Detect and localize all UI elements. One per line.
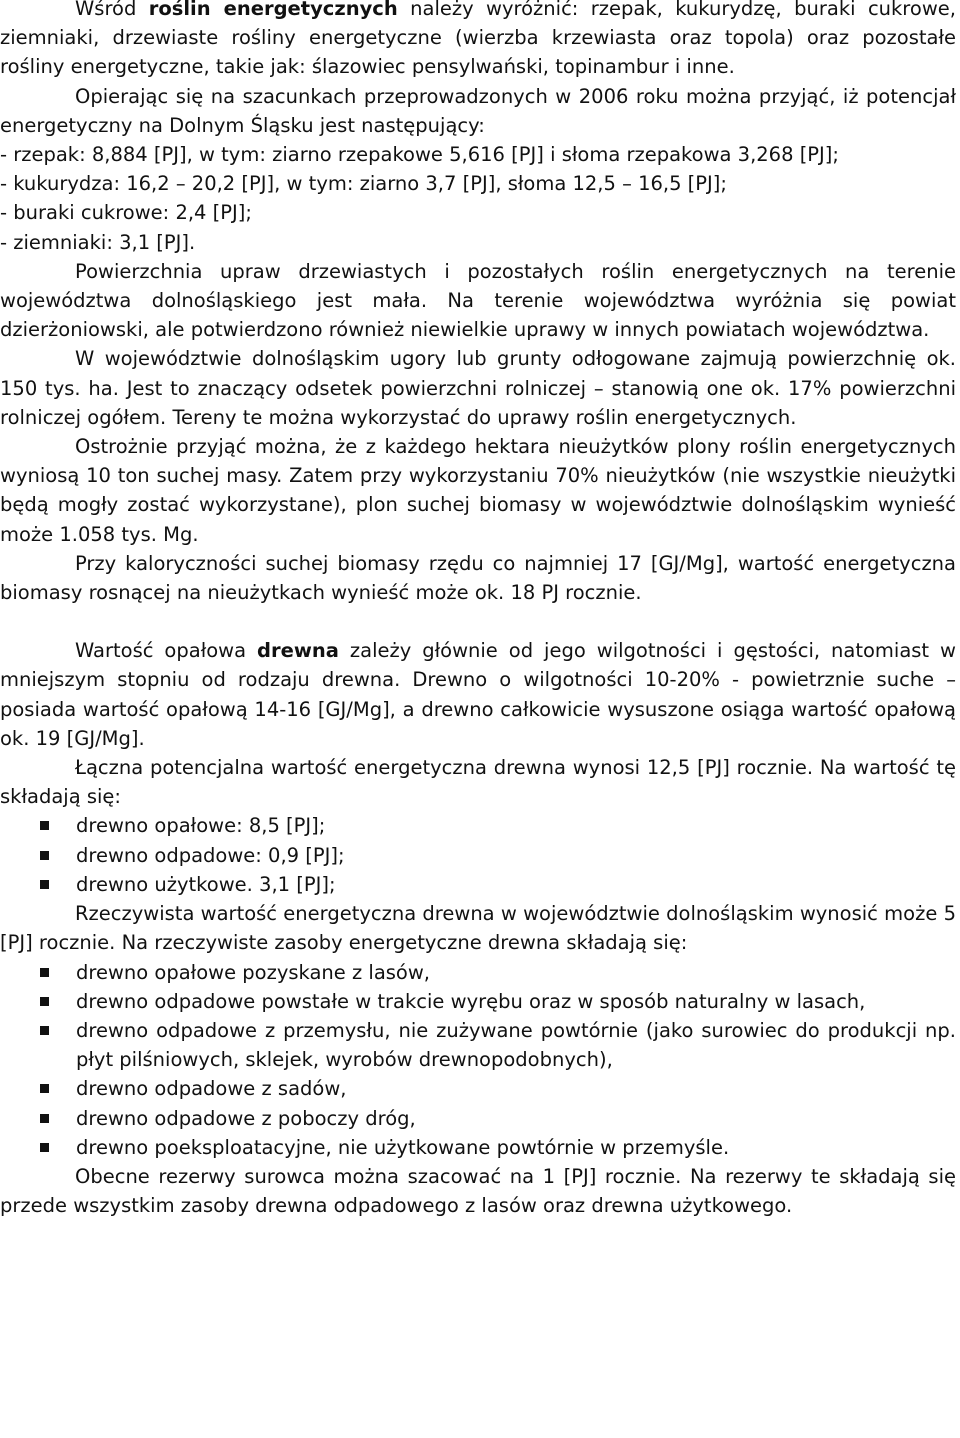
bullet-square-icon bbox=[40, 997, 49, 1006]
text: Wśród bbox=[75, 0, 149, 20]
bullet-square-icon bbox=[40, 880, 49, 889]
potential-item-rapeseed: - rzepak: 8,884 [PJ], w tym: ziarno rzepakowe 5,616 [PJ] i słoma rzepakowa 3,268 [PJ]; bbox=[0, 143, 839, 167]
paragraph-biomass-energy: Przy kaloryczności suchej biomasy rzędu co najmniej 17 [GJ/Mg], wartość energetyczna biomasy rosnącej na nieużytkach wynieść może ok. 18 PJ rocznie. bbox=[0, 551, 956, 605]
paragraph-energy-crops bbox=[0, 0, 956, 82]
wood-components-list bbox=[0, 811, 956, 899]
bold-term: drewna bbox=[257, 639, 339, 663]
list-item bbox=[0, 987, 956, 1016]
list-item bbox=[0, 870, 956, 899]
list-item bbox=[0, 1133, 956, 1162]
potential-item-sugar-beet: - buraki cukrowe: 2,4 [PJ]; bbox=[0, 201, 252, 225]
list-item bbox=[0, 1016, 956, 1074]
list-item bbox=[0, 1074, 956, 1103]
bullet-square-icon bbox=[40, 851, 49, 860]
text: należy wyróżnić: rzepak, kukurydzę, buraki cukrowe, ziemniaki, drzewiaste rośliny energetyczne (wierzba krzewiasta oraz topola) oraz pozostałe rośliny energetyczne, takie jak: ślazowiec pensylwański, topinambur i inne. bbox=[0, 0, 956, 79]
paragraph-wood-calorific bbox=[0, 636, 956, 753]
list-item-text: drewno odpadowe z sadów, bbox=[76, 1077, 347, 1101]
list-item-text: drewno odpadowe z przemysłu, nie zużywane powtórnie (jako surowiec do produkcji np. płyt pilśniowych, sklejek, wyrobów drewnopodobnych), bbox=[76, 1018, 956, 1072]
bold-term: roślin energetycznych bbox=[148, 0, 398, 20]
list-item bbox=[0, 811, 956, 840]
list-item-text: drewno poeksploatacyjne, nie użytkowane powtórnie w przemyśle. bbox=[76, 1135, 730, 1159]
paragraph-actual-wood-value: Rzeczywista wartość energetyczna drewna w województwie dolnośląskim wynosić może 5 [PJ] rocznie. Na rzeczywiste zasoby energetyczne drewna składają się: bbox=[0, 902, 956, 955]
list-item-text: drewno odpadowe z poboczy dróg, bbox=[76, 1106, 416, 1130]
bullet-square-icon bbox=[40, 1026, 49, 1035]
bullet-square-icon bbox=[40, 1114, 49, 1123]
paragraph-wasteland-yield: Ostrożnie przyjąć można, że z każdego hektara nieużytków plony roślin energetycznych wyniosą 10 ton suchej masy. Zatem przy wykorzystaniu 70% nieużytków (nie wszystkie nieużytki będą mogły zostać wykorzystane), plon suchej biomasy w województwie dolnośląskim wynieść może 1.058 tys. Mg. bbox=[0, 435, 956, 546]
paragraph-reserves: Obecne rezerwy surowca można szacować na 1 [PJ] rocznie. Na rezerwy te składają się przede wszystkim zasoby drewna odpadowego z lasów oraz drewna użytkowego. bbox=[0, 1164, 956, 1218]
bullet-square-icon bbox=[40, 821, 49, 830]
paragraph-woody-crops: Powierzchnia upraw drzewiastych i pozostałych roślin energetycznych na terenie województwa dolnośląskiego jest mała. Na terenie województwa wyróżnia się powiat dzierżoniowski, ale potwierdzono również niewielkie uprawy w innych powiatach województwa. bbox=[0, 259, 956, 342]
list-item bbox=[0, 1104, 956, 1133]
text: zależy głównie od jego wilgotności i gęstości, natomiast w mniejszym stopniu od rodzaju drewna. Drewno o wilgotności 10-20% - powietrznie suche – posiada wartość opałową 14-16 [GJ/Mg], a drewno całkowicie wysuszone osiąga wartość opałową ok. 19 [GJ/Mg]. bbox=[0, 639, 957, 750]
list-item-text: drewno odpadowe powstałe w trakcie wyrębu oraz w sposób naturalny w lasach, bbox=[76, 989, 866, 1013]
paragraph-gap bbox=[0, 607, 956, 636]
bullet-square-icon bbox=[40, 1143, 49, 1152]
bullet-square-icon bbox=[40, 968, 49, 977]
paragraph-wood-total: Łączna potencjalna wartość energetyczna drewna wynosi 12,5 [PJ] rocznie. Na wartość tę składają się: bbox=[0, 756, 956, 809]
text: Wartość opałowa bbox=[75, 639, 258, 663]
list-item bbox=[0, 841, 956, 870]
list-item-text: drewno opałowe pozyskane z lasów, bbox=[76, 960, 431, 984]
potential-item-potatoes: - ziemniaki: 3,1 [PJ]. bbox=[0, 230, 196, 254]
list-item-text: drewno opałowe: 8,5 [PJ]; bbox=[76, 814, 326, 838]
list-item-text: drewno użytkowe. 3,1 [PJ]; bbox=[76, 872, 336, 896]
potential-item-corn: - kukurydza: 16,2 – 20,2 [PJ], w tym: ziarno 3,7 [PJ], słoma 12,5 – 16,5 [PJ]; bbox=[0, 172, 727, 196]
list-item-text: drewno odpadowe: 0,9 [PJ]; bbox=[76, 843, 345, 867]
paragraph-fallow-land: W województwie dolnośląskim ugory lub grunty odłogowane zajmują powierzchnię ok. 150 tys. ha. Jest to znaczący odsetek powierzchni rolniczej – stanowią one ok. 17% powierzchni rolniczej ogółem. Tereny te można wykorzystać do uprawy roślin energetycznych. bbox=[0, 347, 956, 429]
paragraph-potential-intro: Opierając się na szacunkach przeprowadzonych w 2006 roku można przyjąć, iż potencjał energetyczny na Dolnym Śląsku jest następujący: bbox=[0, 84, 956, 137]
bullet-square-icon bbox=[40, 1084, 49, 1093]
wood-resources-list bbox=[0, 958, 956, 1162]
list-item bbox=[0, 958, 956, 987]
